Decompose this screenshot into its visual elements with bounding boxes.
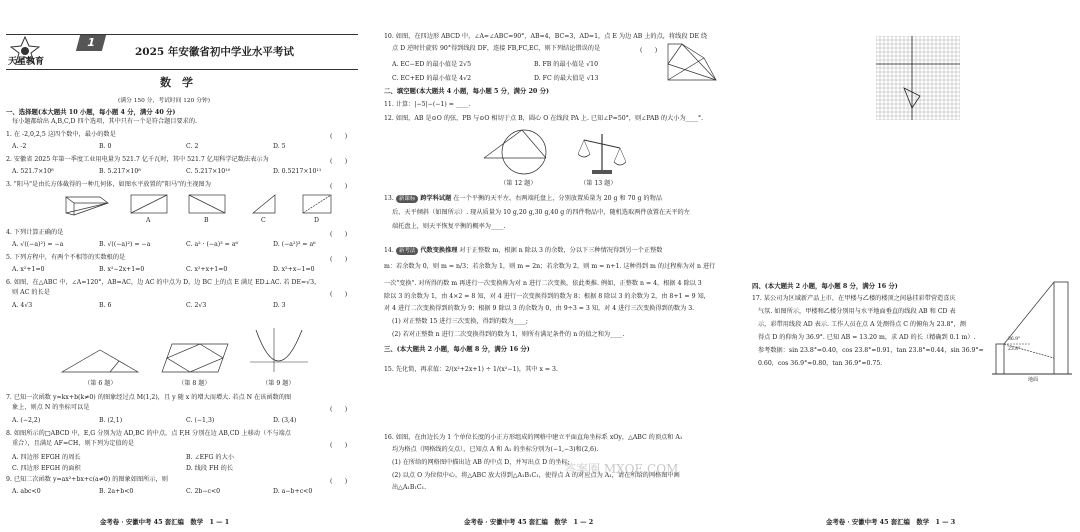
q7-option-c[interactable]: C. (−1,3) xyxy=(186,417,215,424)
q2-answer-blank[interactable]: ( ) xyxy=(330,158,348,165)
q8-option-a[interactable]: A. 四边形 EFGH 的周长 xyxy=(12,454,81,461)
q6-option-b[interactable]: B. 6 xyxy=(99,302,112,309)
q5-option-c[interactable]: C. x²+x+1=0 xyxy=(186,266,228,273)
q14-text5: 对 4 进行二次变换得到的数为 9；根据 9 除以 3 的余数为 0，由 9÷3 = 3 知，对 4 进行三次变换得到的数为 3. xyxy=(384,305,695,312)
q13-text-cont2[interactable]: 端托盘上，则天平恢复平衡的概率为____. xyxy=(392,223,506,230)
q4-option-d[interactable]: D. (−a²)³ = a⁶ xyxy=(273,241,316,248)
q17-text3: 示，彩带用线段 AD 表示. 工作人员在点 A 处测得点 C 的俯角为 23.8°，测 xyxy=(758,321,966,328)
q14-sub1[interactable]: (1) 对正整数 15 进行三次变换，得到的数为____; xyxy=(392,318,528,325)
q7-option-a[interactable]: A. (−2,2) xyxy=(12,417,41,424)
q8-text-cont: 重合），且满足 AF=CH，则下列为定值的是 xyxy=(12,440,134,447)
q14-text2: m：若余数为 0，则 m = n/3；若余数为 1，则 m = 2n；若余数为 2，则 m = n+1. 这种得到 m 的过程称为对 n 进行 xyxy=(384,263,716,270)
q16-text: 16. 如图，在由边长为 1 个单位长度的小正方形组成的网格中建立平面直角坐标系 xOy，△ABC 的顶点和 A₁ xyxy=(384,434,683,441)
page-1-footer: 金考卷 · 安徽中考 45 套汇编 数学 1 — 1 xyxy=(100,518,230,526)
q17-text5: 参考数据：sin 23.8°≈0.40，cos 23.8°≈0.91，tan 23.8°≈0.44，sin 36.9°≈ xyxy=(758,347,984,354)
q9-text: 9. 已知二次函数 y=ax²+bx+c(a≠0) 的图象如图所示，则 xyxy=(6,476,168,483)
fig9-caption: （第 9 题） xyxy=(262,380,295,387)
fig12-caption: （第 12 题） xyxy=(500,180,537,187)
q14-head: 代数变换推理 xyxy=(420,247,458,254)
q3-option-d-figure[interactable] xyxy=(302,194,332,214)
exam-note: (满分 150 分，考试时间 120 分钟) xyxy=(118,98,210,104)
q17-text6: 0.60，cos 36.9°≈0.80，tan 36.9°≈0.75. xyxy=(758,360,883,367)
q4-option-a[interactable]: A. √((−a)²) = −a xyxy=(12,241,64,248)
brand-name: 天星教育 xyxy=(8,57,45,67)
q8-option-b[interactable]: B. ∠EFG 的大小 xyxy=(186,454,234,461)
q14-line1: 14. 新考法 代数变换推理 对于正整数 m，根据 n 除以 3 的余数，分以下三种情况得到另一个正整数 xyxy=(384,247,663,254)
q6-option-d[interactable]: D. 3 xyxy=(273,302,286,309)
q10-option-c[interactable]: C. EC+ED 的最小值是 4√2 xyxy=(392,75,472,82)
q14-text3: 一次"变换". 对所得的数 m 再进行一次变换称为对 n 进行二次变换，依此类推. 例如，正整数 n = 4，根据 4 除以 3 xyxy=(384,280,702,287)
fig13-caption: （第 13 题） xyxy=(580,180,617,187)
q6-text-cont: 则 AC 的长是 xyxy=(12,289,50,296)
q7-text-cont: 象上，则点 N 的坐标可以是 xyxy=(12,404,90,411)
q17-angle-label-2: 23.8° xyxy=(1008,347,1021,352)
q6-option-c[interactable]: C. 2√3 xyxy=(186,302,207,309)
q4-option-b[interactable]: B. √((−a)²) = −a xyxy=(99,241,151,248)
q10-answer-blank[interactable]: ( ) xyxy=(640,47,658,54)
page-2-footer: 金考卷 · 安徽中考 45 套汇编 数学 1 — 2 xyxy=(464,518,594,526)
q7-answer-blank[interactable]: ( ) xyxy=(330,406,348,413)
q10-text: 10. 如图，在四边形 ABCD 中，∠A=∠ABC=90°，AB=4，BC=3，AD=1，点 E 为边 AB 上的点，将线段 DE 绕 xyxy=(384,33,708,40)
q3-option-c-figure[interactable] xyxy=(252,194,276,214)
q3-yangma-figure xyxy=(62,193,112,217)
q8-option-c[interactable]: C. 四边形 EFGH 的面积 xyxy=(12,465,81,472)
fig6-triangle xyxy=(60,346,140,376)
page-3-footer: 金考卷 · 安徽中考 45 套汇编 数学 1 — 3 xyxy=(826,518,956,526)
fig12-circle-tangent xyxy=(482,128,562,176)
q2-option-d[interactable]: D. 0.5217×10¹¹ xyxy=(273,168,322,175)
q3-answer-blank[interactable]: ( ) xyxy=(330,183,348,190)
fig9-parabola xyxy=(248,326,310,374)
watermark: 答案圈 MXQE.COM xyxy=(564,462,679,476)
q9-option-d[interactable]: D. a−b+c<0 xyxy=(273,488,313,495)
q5-answer-blank[interactable]: ( ) xyxy=(330,256,348,263)
q10-option-b[interactable]: B. FB 的最小值是 √10 xyxy=(534,61,599,68)
fig8-caption: （第 8 题） xyxy=(178,380,211,387)
q12-text[interactable]: 12. 如图，AB 是⊙O 的弦，PB 与⊙O 相切于点 B，圆心 O 在线段 PA 上. 已知∠P=50°，则∠PAB 的大小为____°. xyxy=(384,115,704,122)
q3-option-b-figure[interactable] xyxy=(188,194,226,214)
q4-text: 4. 下列计算正确的是 xyxy=(6,229,64,236)
section-3-title: 三、(本大题共 2 小题，每小题 8 分，满分 16 分) xyxy=(384,345,530,353)
q14-tag: 新考法 xyxy=(396,247,419,255)
q4-answer-blank[interactable]: ( ) xyxy=(330,231,348,238)
q3-label-c: C xyxy=(261,217,266,224)
q6-option-a[interactable]: A. 4√3 xyxy=(12,302,33,309)
q3-text: 3. "阳马"是由长方体截得的一种几何体，如图水平放置的"阳马"的主视图为 xyxy=(6,181,211,188)
q1-answer-blank[interactable]: ( ) xyxy=(330,133,348,140)
q15-text: 15. 先化简，再求值：2/(x²+2x+1) ÷ 1/(x²−1)，其中 x = 3. xyxy=(384,366,558,373)
q14-text4: 除以 3 的余数为 1，由 4×2 = 8 知，对 4 进行一次变换得到的数为 8；根据 8 除以 3 的余数为 2，由 8+1 = 9 知， xyxy=(384,293,710,300)
q6-answer-blank[interactable]: ( ) xyxy=(330,291,348,298)
q13-tag: 新课标 xyxy=(396,195,419,203)
q3-option-a-figure[interactable] xyxy=(130,194,168,214)
q8-option-d[interactable]: D. 线段 FH 的长 xyxy=(186,465,234,472)
q3-label-b: B xyxy=(204,217,209,224)
page-3 xyxy=(728,0,1080,532)
section-1-instruction: 每小题都给出 A,B,C,D 四个选项，其中只有一个是符合题目要求的. xyxy=(12,118,197,125)
q17-text4: 得点 D 的仰角为 36.9°. 已知 AB = 13.20 m，求 AD 的长（精确到 0.1 m）. xyxy=(758,334,976,341)
q5-text: 5. 下列方程中，有两个不相等的实数根的是 xyxy=(6,254,126,261)
q9-answer-blank[interactable]: ( ) xyxy=(330,478,348,485)
q9-option-c[interactable]: C. 2b−c<0 xyxy=(186,488,221,495)
page-1 xyxy=(0,0,364,532)
q13-text-cont: 后，天平倾斜（如图所示）. 现从质量为 10 g,20 g,30 g,40 g 的四件物品中，随机选取两件放置在天平的左 xyxy=(392,209,690,216)
q8-text: 8. 如图所示的□ABCD 中，E,G 分别为边 AD,BC 的中点，点 F,H 分别在边 AB,CD 上移动（不与端点 xyxy=(6,430,291,437)
q1-option-a[interactable]: A. -2 xyxy=(12,143,27,150)
q14-sub2[interactable]: (2) 若对正整数 n 进行二次变换得到的数为 1，则所有满足条件的 n 的值之和为____. xyxy=(392,331,625,338)
q5-option-a[interactable]: A. x²+1=0 xyxy=(12,266,45,273)
q16-sub2: (2) 以点 O 为位似中心，将△ABC 放大得到△A₁B₁C₁，使得点 A 的对应点为 A₁，请在所给的网格图中画 xyxy=(392,472,680,479)
fig13-balance-scale xyxy=(578,130,626,176)
q10-text-cont: 点 D 逆时针旋转 90°得到线段 DF，连接 FB,FC,EC，则下列结论错误的是 xyxy=(392,45,601,52)
q9-option-b[interactable]: B. 2a+b<0 xyxy=(99,488,134,495)
q3-label-d: D xyxy=(314,217,319,224)
q16-sub1: (1) 在所给的网格图中描出边 AB 的中点 D，并写出点 D 的坐标; xyxy=(392,459,570,466)
q4-option-c[interactable]: C. a² · (−a)³ = a⁶ xyxy=(186,241,238,248)
q3-label-a: A xyxy=(146,217,151,224)
fig6-caption: （第 6 题） xyxy=(84,380,117,387)
q5-option-d[interactable]: D. x²+x−1=0 xyxy=(273,266,315,273)
q11-text[interactable]: 11. 计算：|−5|−(−1) = ____. xyxy=(384,101,471,108)
badge: 1 xyxy=(76,35,106,51)
q13-head: 跨学科试题 xyxy=(420,195,452,202)
q17-ground-label: 地面 xyxy=(1028,377,1039,383)
q10-option-d[interactable]: D. FC 的最大值是 √13 xyxy=(534,75,599,82)
q8-answer-blank[interactable]: ( ) xyxy=(330,442,348,449)
q9-option-a[interactable]: A. abc<0 xyxy=(12,488,41,495)
q14-text: 对于正整数 m，根据 n 除以 3 的余数，分以下三种情况得到另一个正整数 xyxy=(459,247,663,254)
q2-text: 2. 安徽省 2025 年第一季度工业用电量为 521.7 亿千瓦时，其中 521.7 亿用科学记数法表示为 xyxy=(6,156,269,163)
q2-option-c[interactable]: C. 5.217×10¹⁰ xyxy=(186,168,231,175)
q16-coordinate-grid[interactable] xyxy=(876,36,960,120)
q17-text: 17. 某公司为区域新产品上市，在甲楼与乙楼的楼顶之间悬挂彩带营造喜庆 xyxy=(752,295,956,302)
exam-title: 2025 年安徽省初中学业水平考试 xyxy=(135,46,294,58)
q17-text2: 气氛. 如图所示，甲楼和乙楼分别用与水平地面垂直的线段 AB 和 CD 表 xyxy=(758,308,956,315)
q17-angle-label-1: 36.9° xyxy=(1008,337,1021,342)
q16-sub3: 出△A₁B₁C₁. xyxy=(392,484,427,491)
q17-buildings-figure xyxy=(990,278,1074,382)
q16-text-cont: 均为格点（网格线的交点），已知点 A 和 A₁ 的坐标分别为(−1,−3)和(2,6). xyxy=(392,446,599,453)
q1-option-c[interactable]: C. 2 xyxy=(186,143,199,150)
q1-option-d[interactable]: D. 5 xyxy=(273,143,286,150)
fig8-parallelogram xyxy=(160,342,230,374)
q2-option-b[interactable]: B. 5.217×10⁸ xyxy=(99,168,141,175)
q10-quadrilateral-figure xyxy=(664,34,720,84)
subject-title: 数 学 xyxy=(160,76,193,89)
section-1-title: 一、选择题(本大题共 10 小题，每小题 4 分，满分 40 分) xyxy=(6,108,176,116)
page-2 xyxy=(364,0,728,532)
q7-option-b[interactable]: B. (2,1) xyxy=(99,417,123,424)
q13-line1: 13. 新课标 跨学科试题 在一个平衡的天平左、右两端托盘上，分别放置质量为 20 g 和 70 g 的物品 xyxy=(384,195,662,202)
q5-option-b[interactable]: B. x²−2x+1=0 xyxy=(99,266,145,273)
q13-text: 在一个平衡的天平左、右两端托盘上，分别放置质量为 20 g 和 70 g 的物品 xyxy=(453,195,662,202)
section-4-title: 四、(本大题共 2 小题，每小题 8 分，满分 16 分) xyxy=(752,282,898,290)
q1-text: 1. 在 -2,0,2,5 这四个数中，最小的数是 xyxy=(6,131,116,138)
q1-option-b[interactable]: B. 0 xyxy=(99,143,112,150)
q6-text: 6. 如图，在△ABC 中，∠A=120°，AB=AC，边 AC 的中点为 D，边 BC 上的点 E 满足 ED⊥AC. 若 DE=√3， xyxy=(6,279,321,286)
q10-option-a[interactable]: A. EC−ED 的最小值是 2√5 xyxy=(392,61,472,68)
q7-option-d[interactable]: D. (3,4) xyxy=(273,417,297,424)
q7-text: 7. 已知一次函数 y=kx+b(k≠0) 的图象经过点 M(1,2)，且 y 随 x 的增大而增大. 若点 N 在该函数的图 xyxy=(6,394,292,401)
section-2-title: 二、填空题(本大题共 4 小题，每小题 5 分，满分 20 分) xyxy=(384,87,549,95)
q2-option-a[interactable]: A. 521.7×10⁸ xyxy=(12,168,54,175)
